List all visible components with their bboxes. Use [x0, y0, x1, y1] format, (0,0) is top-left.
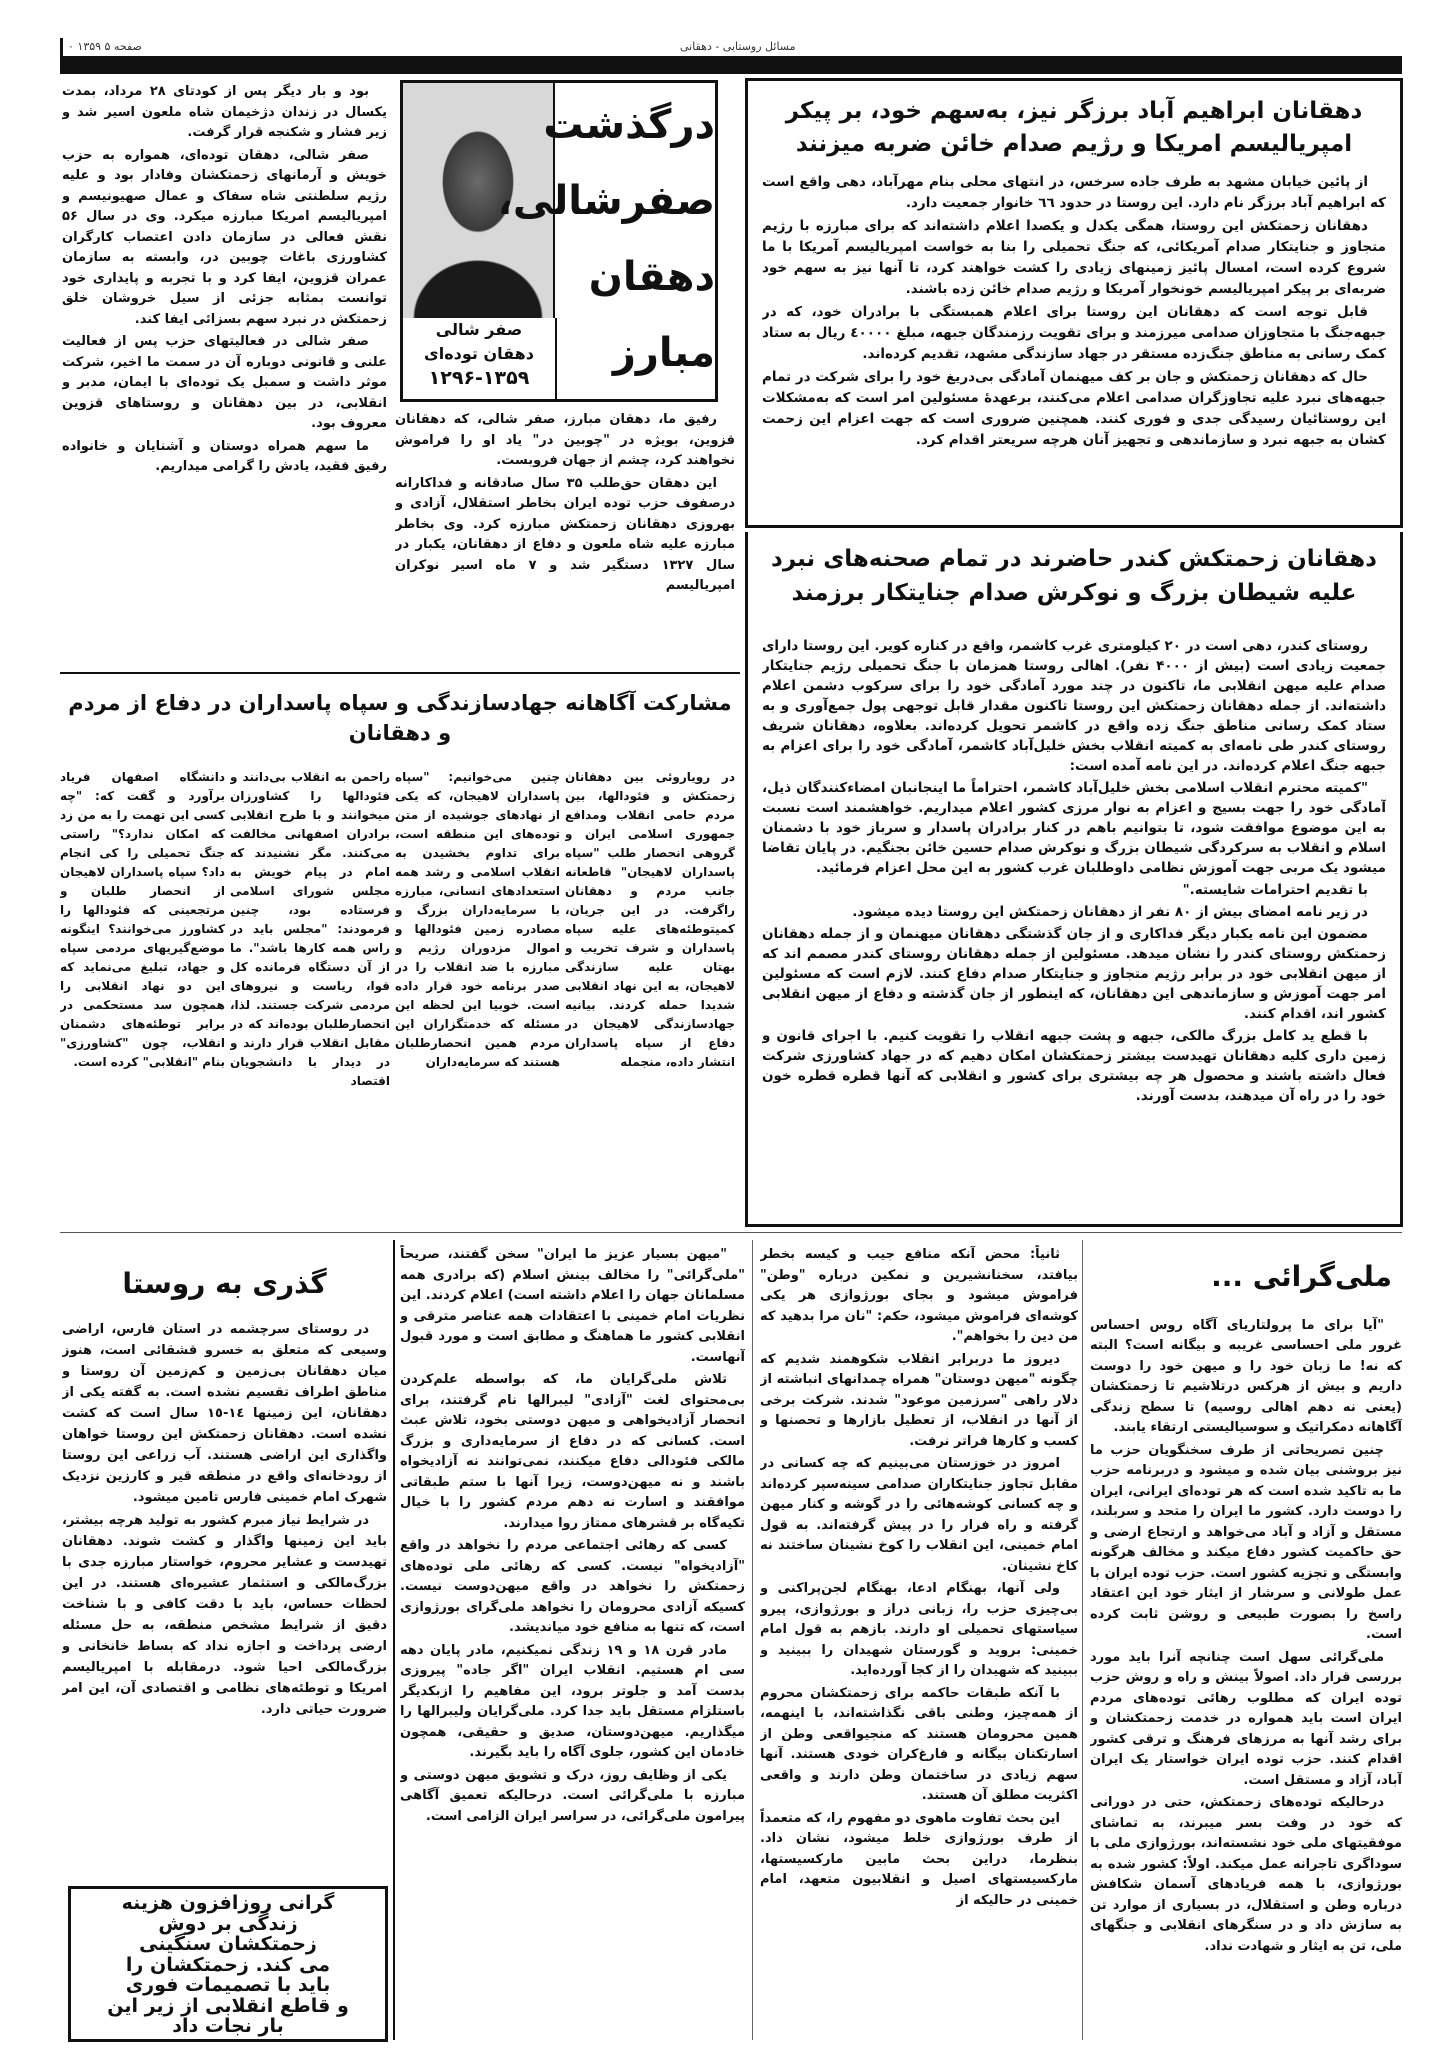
paragraph: با تقدیم احترامات شایسته." — [1182, 882, 1368, 898]
article-body — [1090, 1316, 1402, 2016]
divider — [752, 1240, 753, 2040]
caption-years: ۱۲۹۶-۱۳۵۹ — [428, 367, 530, 389]
page-number-date: ۰ ۱۳۵۹ صفحه ۵ — [68, 40, 142, 53]
article-headline: گذری به روستا — [122, 1267, 327, 1300]
divider — [60, 1232, 1402, 1233]
paragraph: چنین تصریحاتی از طرف سخنگویان حزب ما نیز بروشنی بیان شده و میشود و دربرنامه حزب ما به تاکید شده است که هر توده‌ای ایرانی، ایران را دوست دارد. کشور ما ایران را متحد و سربلند، مستقل و آزاد و آباد می‌خواهد و ارتجاع ارضی و حق حاکمیت کشور دفاع میکند و مخالف هرگونه وابستگی و تجزیه کشور است. حزب توده ایران با عمل طولانی و سرشار از ایثار خود این اعتقاد راسخ را بصورت طبیعی و روشن ثابت کرده است. — [1090, 1442, 1402, 1643]
article-nationalism-continued — [760, 1245, 1078, 2040]
paragraph: امروز در خوزستان می‌بینیم که چه کسانی در مقابل تجاوز جنایتکاران صدامی سینه‌سپر کرده‌اند و چه کسانی کوشه‌هائی را در گوشه و کنار میهن گرفته و راه فرار را در پیش گرفته‌اند. به قول امام خمینی، این انقلاب را کوخ نشینان ساختند نه کاخ نشینان. — [760, 1456, 1078, 1574]
slogan-line: بار نجات داد — [172, 2015, 284, 2037]
paragraph: با قطع ید کامل بزرگ مالکی، جبهه و پشت جبهه انقلاب را تقویت کنیم. با اجرای قانون و زمین داری کلیه دهقانان تهیدست بیشتر زحمتکشان امکان دهیم که در جهاد کشاورزی شرکت فعال داشته باشند و محصول هر چه بیشتری برای کشور و انقلابی که آنها قطره قطره خون خود را در راه آن میدهند، بدست آورند. — [762, 1028, 1386, 1104]
paragraph: از پائین خیابان مشهد به طرف جاده سرخس، در انتهای محلی بنام مهرآباد، دهی واقع است که ابراهیم آباد برزگر نام دارد. این روستا در حدود ٦٦ خانوار جمعیت دارد. — [762, 173, 1386, 211]
paragraph: ثانیاً: محض آنکه منافع جیب و کیسه بخطر بیافتد، سخنانشیرین و نمکین درباره "وطن" فراموش میشود و بجای بورژوازی هر یکی کوشه‌ای فراموش میشود، حکم: "نان مرا بدهید که من دین را بخواهم". — [760, 1247, 1078, 1344]
slogan-text — [77, 1893, 379, 2037]
divider — [60, 38, 63, 58]
article-nationalism-continued-2 — [400, 1245, 745, 2040]
article-column: راحمن به انقلاب بی‌دانند و فئودالها را کشاورزان میخوانند و با طرح انقلابی برادران اصفهانی مخالفت می‌کنند. مگر نشنیدند که امام در پیام خویش به مجلس شورای اسلامی فرستاده بود، چنین فرمودند: "مجلس باید در راس همه کارها باشد". ما از آن دستگاه فرمانده کل قوا، ریاست و نیروهای مردمی شرکت جستند. لذا، انحصارطلبان بوده‌اند که در مقابل انقلاب قرار دارند و در دیدار با دانشجویان اقتصاد — [230, 770, 390, 1088]
paragraph: "میهن بسیار عزیز ما ایران" سخن گفتند، صریحاً "ملی‌گرائی" را مخالف بینش اسلام (که برادری همه مسلمانان جهان را اعلام داشته است) اعلام کردند. این نظریات امام خمینی با اعتقادات همه عناصر مترقی و انقلابی کشور ما هماهنگ و مطابق است و مورد قبول آنهاست. — [400, 1247, 745, 1365]
paragraph: روستای کندر، دهی است در ۲۰ کیلومتری غرب کاشمر، واقع در کناره کویر. این روستا دارای جمعیت زیادی است (بیش از ۴۰۰۰ نفر). اهالی روستا همزمان با جنگ تحمیلی رژیم جنایتکار صدام علیه میهن انقلابی ما، تاکنون در چند مورد آمادگی خود را برای سرکوب دشمن اعلام داشته‌اند. از جمله دهقانان زحمتکش این روستا تاکنون مقدار قابل توجهی پول جمع‌آوری و به ستاد کمک رسانی مناطق جنگ زده واقع در کاشمر تحویل کرده‌اند. بعلاوه، دهقانان شریف روستای کندر طی نامه‌ای به کمیته انقلاب بخش خلیل‌آباد کاشمر، آمادگی خود را برای اعزام به جبهه جنگ اعلام کرده‌اند. در این نامه آمده است: — [762, 638, 1386, 774]
divider — [393, 1240, 395, 2040]
paragraph: ملی‌گرائی سهل است چنانچه آنرا باید مورد بررسی قرار داد. اصولاً بینش و راه و روش حزب توده ایران که مطلوب رهائی توده‌های مردم ایران است باید همواره در خدمت زحمتکشان و برای رشد آنها به مرزهای فرهنگ و ترقی کشور اقدام کنند. حزب توده ایران خواستار یک ایران آباد، آزاد و مستقل است. — [1090, 1649, 1402, 1788]
paragraph: "آیا برای ما پرولتاریای آگاه روس احساس غرور ملی احساسی غریبه و بیگانه است؟ البته که نه! ما زبان خود را و میهن خود را دوست داریم و بیش از هرکس درتلاشیم تا زحمتکشان (یعنی نه دهم اهالی روسیه) تا سطح زندگی آگاهانه دمکراتیک و سوسیالیستی ارتقاء یابند. — [1090, 1317, 1402, 1436]
article-ebrahimabad — [745, 78, 1403, 528]
header-bar — [60, 56, 1402, 74]
paragraph: دیروز ما دربرابر انقلاب شکوهمند شدیم که چگونه "میهن دوستان" همراه چمدانهای انباشته از دلار راهی "سرزمین موعود" شدند. شرکت برخی از آنها در انقلاب، از تعطیل بازارها و تحصنها و کسب و کارها فراتر نرفت. — [760, 1351, 1078, 1449]
article-headline — [768, 95, 1380, 162]
paragraph: حال که دهقانان زحمتکش و جان بر کف میهنمان آمادگی بی‌دریغ خود را برای شرکت در تمام جبهه‌های نبرد علیه تجاوزگران صدامی اعلام می‌کنند، برعهدهٔ مسئولین امر است که به‌مشکلات این روستائیان رسیدگی جدی و فوری کنند. همچنین ضروری است که جهت اعزام این زحمت کشان به جبهه نبرد و سازماندهی و تجهیز آنان هرچه سریعتر اقدام کرد. — [762, 368, 1386, 448]
obituary-body — [395, 410, 735, 665]
article-jihad — [60, 680, 740, 1220]
article-column: چنین می‌خوانیم: "سپاه پاسداران لاهیجان، که یکی از نهادهای جوشیده از متن توده‌های این منطقه است، برای تداوم بخشیدن به انقلاب اسلامی و رشد همه استعدادهای انسانی، مبارزه با سرمایه‌داران بزرگ و مصادره زمین فئودالها و اموال مزدوران رژیم و مبارزه با ضد انقلاب را در صدر برنامه خود قرار داده است. خوبیا این لحظه این مسئله که خدمتگزاران این مردم همین انحصارطلبان هستند که سرمایه‌داران — [395, 770, 560, 1069]
divider — [1082, 1240, 1083, 2040]
article-body — [762, 636, 1386, 1226]
article-body — [762, 172, 1386, 502]
title-line: صفرشالی، — [497, 178, 715, 224]
paragraph: مضمون این نامه یکبار دیگر فداکاری و از جان گذشتگی دهقانان میهنمان و از جمله دهقانان زحمتکش روستای کندر را نشان میدهد. مسئولین از جمله دهقانان روستای کندر مصمم اند که از میهن انقلابی خود در برابر رژیم متجاوز و جنایتکار صدام دفاع کنند. لازم است که مسئولین امر جهت آموزش و سازماندهی این دهقانان، که اینطور از جان گذشته و دفاع از میهن انقلابی کشور اند، اقدام کنند. — [762, 926, 1386, 1022]
paragraph: ولی آنها، بهنگام ادعا، بهنگام لجن‌پراکنی و بی‌چیزی حزب را، زبانی دراز و بورژوازی، پیرو سیاستهای تحمیلی او دارند. بازهم به قول امام خمینی: بروید و گورستان شهیدان را ببینید و ببینید که شهیدان را از کجا آورده‌اید. — [760, 1581, 1078, 1678]
paragraph: قابل توجه است که دهقانان این روستا برای اعلام همبستگی با برادران خود، که در جبهه‌جنگ با متجاوزان صدامی میرزمند و برای تقویت رزمندگان جبهه، مبلغ ٤٠٠٠٠ ریال به ستاد کمک رسانی به مناطق جنگ‌زده مستقر در جهاد سازندگی مشهد، تقدیم کرده‌اند. — [762, 303, 1386, 362]
article-village — [62, 1250, 387, 1880]
slogan-line: زندگی بر دوش — [158, 1912, 298, 1935]
headline-line: امپریالیسم امریکا و رژیم صدام خائن ضربه میزنند — [795, 131, 1353, 158]
article-column: دانشگاه اصفهان فریاد برآورد و گفت که: "چه کسی این تهمت را به من زد که امکان ندارد؟" راستی جنگ تحمیلی را کی انجام داد؟ سپاه پاسداران لاهیجان از انحصار طلبان و مرتجعینی که فئودالها را کشاورز می‌خوانند؟ اینگونه موضع‌گیریهای مردمی سپاه و جهاد، تبلیغ می‌نماید که این دو نهاد انقلابی را همچون سد مستحکمی در برابر توطئه‌های دشمنان انقلاب، چون "کشاورزی" بنام "انقلابی" کرده است. — [60, 770, 225, 1069]
obituary-box — [400, 80, 718, 402]
paragraph: درحالیکه توده‌های زحمتکش، حتی در دورانی که خود در وفت بسر میبرند، به تماشای موفقیتهای ملی خود نشسته‌اند، بورژوازی ملی با سوداگری تاجرانه عمل میکند. اولاً: کشور شده به بورژوازی، با همه فریادهای آسمان شکافش درباره وطن و استقلال، در بسیاری از موارد تن به سازش داد و در سنگرهای انقلابی و جنگهای ملی، تن به ایثار و شهادت نداد. — [1090, 1795, 1402, 1954]
paragraph: رفیق ما، دهقان مبارز، صفر شالی، که دهقانان قزوین، بویژه در "چوبین در" یاد او را فراموش نخواهند کرد، چشم از جهان فروبست. — [395, 412, 735, 468]
article-column: در رویاروئی بین دهقانان زحمتکش و فئودالها، بین مردم حامی انقلاب ومدافع جمهوری اسلامی ایران و گروهی انحصار طلب "سپاه پاسداران لاهیجان" قاطعانه جانب مردم و دهقانان راگرفت. در این جریان، کمیتوطئه‌های علیه سپاه پاسداران و شرف تخریب و بهتان علیه سازندگی لاهیجان، به این نهاد انقلابی شدیدا حمله کردند. بیانیه جهادسازندگی لاهیجان در دفاع از سپاه پاسداران انتشار داده، منجمله — [565, 770, 735, 1069]
article-headline: ملی‌گرائی ... — [1211, 1260, 1392, 1293]
caption-role: دهقان توده‌ای — [424, 344, 534, 363]
paragraph: ما سهم همراه دوستان و آشنایان و خانواده رفیق فقید، یادش را گرامی میداریم. — [62, 438, 387, 474]
paragraph: صفر شالی، دهقان توده‌ای، همواره به حزب خویش و آرمانهای زحمتکشان وفادار بود و علیه رژیم سلطنتی شاه سفاک و عمال صهیونیسم و امپریالیسم امریکا مبارزه میکرد. وی در سال ۵۶ نقش فعالی در سازمان دادن اعتصاب کارگران کشاورزی باغات چوبین در، وابسته به سازمان عمران قزوین، ایفا کرد و با تجربه و پایداری خود توانست بمثابه جزئی از سیل خروشان خلق زحمتکش در نبرد سهم بسزائی ایفا کند. — [62, 147, 387, 327]
paragraph: بود و بار دیگر پس از کودتای ۲۸ مرداد، بمدت یکسال در زندان دژخیمان شاه ملعون اسیر شد و زیر فشار و شکنجه قرار گرفت. — [62, 84, 387, 140]
caption-name: صفر شالی — [435, 320, 523, 339]
slogan-box — [68, 1886, 388, 2042]
title-line: مبارز — [612, 330, 715, 376]
section-title: مسائل روستایی - دهقانی — [680, 40, 796, 53]
paragraph: با آنکه طبقات حاکمه برای زحمتکشان محروم از همه‌چیز، وطنی باقی نگذاشته‌اند، با اینهمه، همین محرومان هستند که منجیواقعی وطن از اسارتکنان بیگانه و فارغ‌کران خودی هستند. آنها سهم زیادی در ساختمان وطن دارند و واقعی اکثریت مطلق آن هستند. — [760, 1685, 1078, 1803]
article-nationalism — [1090, 1245, 1402, 2040]
paragraph: در زیر نامه امضای بیش از ۸۰ نفر از دهقانان زحمتکش این روستا دیده میشود. — [852, 904, 1368, 920]
paragraph: این بحث تفاوت ماهوی دو مفهوم را، که متعمداً از طرف بورژوازی خلط میشود، نشان داد. بنظرما، دراین بحث مابین مارکسیستها، مارکسیستهای اصیل و انقلابیون متعهد، امام خمینی در حالیکه از — [760, 1810, 1078, 1908]
paragraph: یکی از وظایف روز، درک و تشویق میهن دوستی و مبارزه با ملی‌گرائی است. درحالیکه تعمیق آگاهی پیرامون ملی‌گرائی، در سراسر ایران الزامی است. — [400, 1767, 745, 1824]
slogan-line: زحمتکشان سنگینی — [139, 1933, 317, 1955]
paragraph: دهقانان زحمتکش این روستا، همگی یکدل و یکصدا اعلام داشته‌اند که برای مبارزه با رژیم متجاوز و جنایتکار صدام آمریکائی، که جنگ تحمیلی را بنا به خواست امپریالیسم آمریکا با ما شروع کرده است، امسال پائیز زمینهای زیادی را کشت خواهند کرد، تا آنها نیز به سهم خود ضربه‌ای بر پیکر امپریالیسم خونخوار آمریکا و رژیم صدام خائن زده باشند. — [762, 217, 1386, 297]
headline-line: دهقانان زحمتکش کندر حاضرند در تمام صحنه‌های نبرد — [771, 546, 1377, 572]
obituary-continued — [62, 82, 387, 667]
slogan-line: و قاطع انقلابی از زیر این — [107, 1994, 349, 2017]
slogan-line: گرانی روزافزون هزینه — [121, 1892, 335, 1914]
headline-line: علیه شیطان بزرگ و نوکرش صدام جنایتکار برزمند — [791, 580, 1357, 606]
masthead-strip — [60, 38, 1400, 56]
paragraph: در روستای سرچشمه در استان فارس، اراضی وسیعی که متعلق به خسرو قشقائی است، هنوز میان دهقانان بی‌زمین و کم‌زمین آن روستا و مناطق اطراف تقسیم نشده است. به گفته یکی از دهقانان، این زمینها ١٤-١٥ سال است که کشت نشده است. دهقانان زحمتکش این روستا خواهان واگذاری این اراضی هستند. آب زراعی این روستا از رودخانه‌ای واقع در منطقه قیر و کارزین نزدیک شهرک امام خمینی فارس تامین میشود. — [62, 1321, 387, 1505]
article-body — [62, 1319, 387, 1879]
obituary-title — [497, 87, 715, 391]
title-line: درگذشت — [543, 102, 715, 148]
headline-line: دهقانان ابراهیم آباد برزگر نیز، به‌سهم خود، بر پیکر — [785, 98, 1363, 124]
slogan-line: باید با تصمیمات فوری — [125, 1974, 331, 1996]
article-headline — [764, 542, 1384, 610]
photo-caption — [403, 318, 557, 400]
paragraph: صفر شالی در فعالیتهای حزب پس از فعالیت علنی و قانونی دوباره آن در سمت ما اخیر، شرکت موثر داشت و سمبل یک توده‌ای با ایمان، مدبر و انقلابی، در بین دهقانان و روستاهای قزوین معروف بود. — [62, 334, 387, 431]
paragraph: در شرایط نیاز مبرم کشور به تولید هرچه بیشتر، باید این زمینها واگذار و کشت شوند. دهقانان تهیدست و عشایر محروم، خواستار مبارزه جدی با بزرگ‌مالکی و استثمار عشیره‌ای هستند. در این لحظات حساس، باید با دقت کافی و با شناخت دقیق از شرایط مشخص منطقه، به حل مسئله ارضی پرداخت و اجازه نداد که بساط خانخانی و بزرگ‌مالکی احیا شود. درمقابله با امپریالیسم امریکا و توطئه‌های نظامی و اقتصادی آن، این امر ضرورت حیاتی دارد. — [62, 1512, 387, 1717]
paragraph: تلاش ملی‌گرایان ما، که بواسطه علم‌کردن بی‌محتوای لغت "آزادی" لیبرالها نام گرفتند، برای انحصار آزادیخواهی و میهن دوستی بخود، تلاش عبث است. کسانی که در دفاع از سرمایه‌داری و بزرگ مالکی فئودالی دفاع میکنند، نمی‌توانند نه آزادیخواه باشند و نه میهن‌دوست، زیرا آنها با ستم طبقاتی موافقند و اسارت نه دهم مردم کشور را با خیال تکیه‌گاه بر قشرهای ممتاز روا میدارند. — [400, 1372, 745, 1531]
slogan-line: می کند. زحمتکشان را — [125, 1953, 331, 1976]
title-line: دهقان — [588, 254, 715, 300]
article-kondor — [745, 532, 1403, 1227]
article-headline: مشارکت آگاهانه جهادسازندگی و سپاه پاسداران در دفاع از مردم و دهقانان — [68, 691, 732, 746]
paragraph: کسی که رهائی اجتماعی مردم را نخواهد در واقع "آزادیخواه" نیست. کسی که رهائی ملی توده‌های زحمتکش را نخواهد در واقع میهن‌دوست نیست. کسیکه آزادی محرومان را نخواهد ملی‌گرای بورژوازی است، که تنها به منافع خود میاندیشد. — [400, 1538, 745, 1635]
paragraph: "کمیته محترم انقلاب اسلامی بخش خلیل‌آباد کاشمر، احتراماً ما اینجانبان امضاءکنندگان ذیل، آمادگی خود را جهت بسیج و اعزام به نوار مرزی کشور اعلام میداریم. خواهشمند است نسبت به این موضوع موافقت شود، تا بتوانیم باهم در کنار برادران پاسدار و سرباز خود با دشمنان اسلام و انقلاب به سرکردگی شیطان بزرگ و نوکرش صدام حسین خائن بجنگیم. در پایان تقاضا میشود یک مربی جهت آموزش نظامی داوطلبان غرب کشور به این محل اعزام فرمائید. — [762, 780, 1386, 876]
paragraph: این دهقان حق‌طلب ۳۵ سال صادقانه و فداکارانه درصفوف حزب توده ایران بخاطر استقلال، آزادی و بهروزی دهقانان زحمتکش مبارزه کرد. وی بخاطر مبارزه علیه شاه ملعون و دفاع از دهقانان، یکبار در سال ۱۳۲۷ دستگیر شد و ۷ ماه اسیر نوکران امپریالیسم — [395, 475, 735, 593]
divider — [60, 672, 740, 674]
paragraph: مادر قرن ۱۸ و ۱۹ زندگی نمیکنیم، مادر پایان دهه سی ام هستیم. انقلاب ایران "اگر جاده" پیروزی بدست آمد و جلوتر برود، این مفاهیم را ازبکدیگر باستلزام مستقل باید جدا کرد. ملی‌گرایان ولیبرالها را میگذاریم. میهن‌دوستان، صدیق و حقیقی، همچون خادمان این کشور، جلوی آگاه را باید بگیرند. — [400, 1642, 745, 1760]
